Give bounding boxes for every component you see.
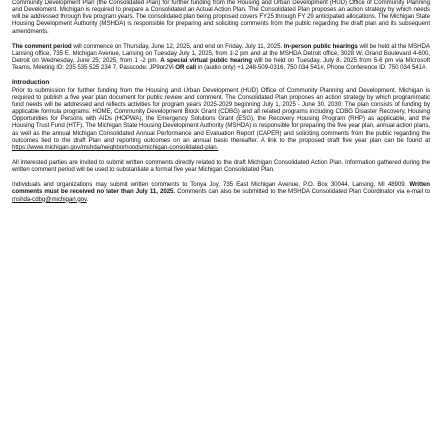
coordinator-email-link[interactable]: mshda-cdbg@michigan.gov [12, 195, 87, 203]
consolidated-plan-link[interactable]: https://www.michigan.gov/mshda/neighborhoods/michigan-consolidated-plan. [12, 143, 219, 151]
call-in-details: in (audio only) +1 248-509-0316, 750 034 541#, Phone Conference ID: 750 034 541#. [196, 64, 428, 72]
submission-deadline: Written comments must be received no later than July 11, 2025. [12, 181, 430, 196]
in-person-hearings-label: In-person public hearings [283, 42, 358, 50]
virtual-hearing-details: will be held on Tuesday, July 8, 2025 from 5-6 pm via Microsoft Teams, Meeting ID: 235 535 525 234 7, Passcode: JP9or2Vi [12, 57, 430, 72]
submission-end: . [86, 195, 89, 203]
virtual-hearing-label: A special virtual public hearing [160, 57, 252, 65]
submission-email-intro: Comments can also be submitted to the MSHDA Consolidated Plan Coordinator via e-mail to [175, 188, 430, 196]
interested-parties-text: All interested parties are invited to submit written comments directly related to the draft Michigan Consolidated Action Plan. Information gathered during the written comment period will be used to substantiate a formal five year Michigan Consolidated Plan. [12, 159, 430, 174]
introduction-text: Prior to submission for further funding from the Housing and Urban Development (HUD) Office of Community Planning and Development, Michigan is required to publish a five year plan document for public review and comment. The Consolidated Plan proposes an action strategy by which programmatic fund needs will be addressed and reflects activities for program years 2025-2029 beginning July 1, 2025 - June 30, 2030. The plan consists of funding by applicable formula programs: HOME, Community Development Block Grant (CDBG) and all related programs including CDBG Disaster Recovery, Housing Opportunities for Persons with AIDs (HOPWA), the Emergency Solutions Grant (ESG), the Recovery Housing Program (RHP) as applicable, and the Housing Trust Fund (HTF). The Michigan State Housing Development Authority (MSHDA) is responsible for preparing the five year plan, annual action plans, as well as the annual Michigan Consolidated Annual Performance and Evaluation Report (CAPER) and soliciting comments from the public regarding the outcomes tied to the draft Plan and reporting outcomes on an annual basis thereafter. A link to the proposed draft five year plan can be found at [12, 86, 430, 144]
or-call-label: OR call [175, 64, 197, 72]
intro-paragraph [12, 0, 430, 35]
comment-period-dates: will commence on Thursday, June 12, 2025, and end on Friday, July 11, 2025. [71, 42, 284, 50]
comment-period-lead: The comment period [12, 42, 72, 50]
introduction-paragraph [12, 87, 430, 151]
in-person-hearings-details: will be held at the MSHDA Lansing office, 735 E. Michigan Avenue, Lansing on Tuesday July 1, 2025, from 1-2 pm and at the MSHDA Detroit office, 3028 W. Grand Boulevard 4-600, Detroit on Wednesday, June 25, 2025, from 1 -2 pm. [12, 42, 430, 65]
intro-text: Community Development Plan (the Consolidated Plan) for further funding from the Housing and Urban Development (HUD) Office of Community Planning and Develoment. Michigan is required to prepare a Consolidated an Actual Action Plan. The Consolidated Plan proposes an action strategy by which needs will be addressed through five program years. The consolidated plan being proposed covers FY25 through FY 29 anticipated allocations. The Michigan State Housing Development Authority (MSHDA) is responsible for preparing and soliciting comments from the public regarding the draft plan and its subsequent amendments. [12, 0, 430, 35]
submission-address: Individuals and organizations may submit written comments to Tonya Joy, 735 East Michigan Avenue, P.O. Box 30044, Lansing, MI 48909. [12, 181, 410, 189]
interested-parties-paragraph [12, 159, 430, 173]
introduction-heading: Introduction [12, 79, 50, 87]
comment-period-paragraph [12, 43, 430, 72]
submission-paragraph [12, 181, 430, 202]
